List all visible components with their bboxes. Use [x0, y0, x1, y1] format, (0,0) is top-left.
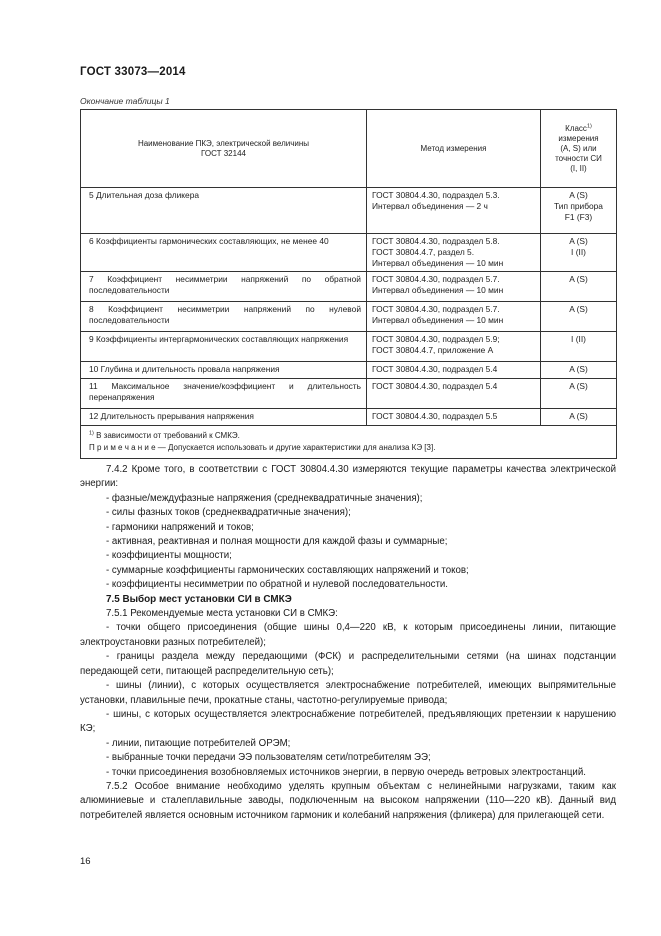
- table-caption: Окончание таблицы 1: [80, 96, 170, 106]
- table-row: [81, 332, 617, 362]
- row-class: I (II): [541, 332, 617, 362]
- row-method: ГОСТ 30804.4.30, подраздел 5.9; ГОСТ 30804.4.7, приложение А: [367, 332, 541, 362]
- list-item: - линии, питающие потребителей ОРЭМ;: [106, 737, 291, 749]
- table-row: [81, 272, 617, 302]
- row-name: 5 Длительная доза фликера: [81, 188, 367, 234]
- row-method: ГОСТ 30804.4.30, подраздел 5.8. ГОСТ 30804.4.7, раздел 5. Интервал объединения — 10 мин: [367, 234, 541, 272]
- table-row: [81, 379, 617, 409]
- list-item: - точки присоединения возобновляемых источников энергии, в первую очередь ветровых электростанций.: [106, 766, 586, 778]
- list-item: - шины (линии), с которых осуществляется электроснабжение потребителей, имеющих выпрямительные установки, плавильные печи, прокатные станы, частотно-регулируемые привода;: [80, 680, 616, 706]
- table-row: [81, 409, 617, 426]
- body-text: [80, 463, 616, 823]
- row-method: ГОСТ 30804.4.30, подраздел 5.7. Интервал объединения — 10 мин: [367, 302, 541, 332]
- row-method: ГОСТ 30804.4.30, подраздел 5.3. Интервал объединения — 2 ч: [367, 188, 541, 234]
- list-item: - шины, с которых осуществляется электроснабжение потребителей, предъявляющих претензии к нарушению КЭ;: [80, 708, 616, 735]
- table-row: [81, 362, 617, 379]
- row-method: ГОСТ 30804.4.30, подраздел 5.5: [367, 409, 541, 426]
- page-number: 16: [80, 856, 91, 867]
- table-1: [80, 109, 617, 459]
- row-method: ГОСТ 30804.4.30, подраздел 5.7. Интервал объединения — 10 мин: [367, 272, 541, 302]
- header-col-class: Класс$^{1)}$ измерения (A, S) или точности СИ (I, II): [541, 110, 617, 188]
- row-class: A (S): [541, 272, 617, 302]
- row-class: A (S): [541, 409, 617, 426]
- list-item: - суммарные коэффициенты гармонических составляющих напряжений и токов;: [106, 564, 469, 576]
- table-note: П р и м е ч а н и е — Допускается использовать и другие характеристики для анализа КЭ [3].: [89, 443, 436, 452]
- row-method: ГОСТ 30804.4.30, подраздел 5.4: [367, 362, 541, 379]
- list-item: - коэффициенты несимметрии по обратной и нулевой последовательности.: [106, 579, 448, 591]
- table-footer: [81, 426, 617, 459]
- row-name: 12 Длительность прерывания напряжения: [81, 409, 367, 426]
- list-item: - коэффициенты мощности;: [106, 550, 232, 562]
- row-class: A (S) Тип прибора F1 (F3): [541, 188, 617, 234]
- table-header-row: [81, 110, 617, 188]
- row-class: A (S): [541, 362, 617, 379]
- paragraph-7-5-2: 7.5.2 Особое внимание необходимо уделять крупным объектам с нелинейными нагрузками, таким как алюминиевые и сталеплавильные заводы, подключенным на высоком напряжении (110—220 кВ). Данный вид потребителей является основным источником гармоник и колебаний напряжения (фликера) для прилегающей сети.: [80, 780, 616, 821]
- row-class: A (S): [541, 302, 617, 332]
- row-method: ГОСТ 30804.4.30, подраздел 5.4: [367, 379, 541, 409]
- list-item: - границы раздела между передающими (ФСК) и распределительными сетями (на шинах подстанции передающей сети, питающей распределительную сеть);: [80, 651, 616, 677]
- list-item: - выбранные точки передачи ЭЭ пользователям сети/потребителям ЭЭ;: [106, 752, 431, 764]
- row-name: 6 Коэффициенты гармонических составляющих, не менее 40: [81, 234, 367, 272]
- header-col-method: Метод измерения: [367, 110, 541, 188]
- table-row: [81, 234, 617, 272]
- table-row: [81, 302, 617, 332]
- row-name: 8 Коэффициент несимметрии напряжений по нулевой последовательности: [81, 302, 367, 332]
- list-item: - фазные/междуфазные напряжения (среднеквадратичные значения);: [106, 492, 423, 504]
- header-col-name: Наименование ПКЭ, электрической величины ГОСТ 32144: [81, 110, 367, 188]
- table-row: [81, 188, 617, 234]
- list-item: - гармоники напряжений и токов;: [106, 521, 254, 533]
- row-name: 10 Глубина и длительность провала напряжения: [81, 362, 367, 379]
- paragraph-7-4-2: 7.4.2 Кроме того, в соответствии с ГОСТ 30804.4.30 измеряются текущие параметры качества электрической энергии:: [80, 464, 616, 490]
- row-name: 9 Коэффициенты интергармонических составляющих напряжения: [81, 332, 367, 362]
- paragraph-7-5-1: 7.5.1 Рекомендуемые места установки СИ в СМКЭ:: [106, 608, 338, 620]
- list-item: - точки общего присоединения (общие шины 0,4—220 кВ, к которым присоединены линии, питающие электроустановки разных потребителей);: [80, 622, 616, 648]
- section-heading-7-5: 7.5 Выбор мест установки СИ в СМКЭ: [106, 593, 292, 605]
- row-class: A (S) I (II): [541, 234, 617, 272]
- row-name: 7 Коэффициент несимметрии напряжений по обратной последовательности: [81, 272, 367, 302]
- document-header: ГОСТ 33073—2014: [80, 66, 186, 78]
- row-class: A (S): [541, 379, 617, 409]
- row-name: 11 Максимальное значение/коэффициент и длительность перенапряжения: [81, 379, 367, 409]
- list-item: - силы фазных токов (среднеквадратичные значения);: [106, 507, 351, 519]
- table-footnote: $^{1)}$ В зависимости от требований к СМКЭ.: [89, 430, 240, 440]
- list-item: - активная, реактивная и полная мощности для каждой фазы и суммарные;: [106, 536, 448, 548]
